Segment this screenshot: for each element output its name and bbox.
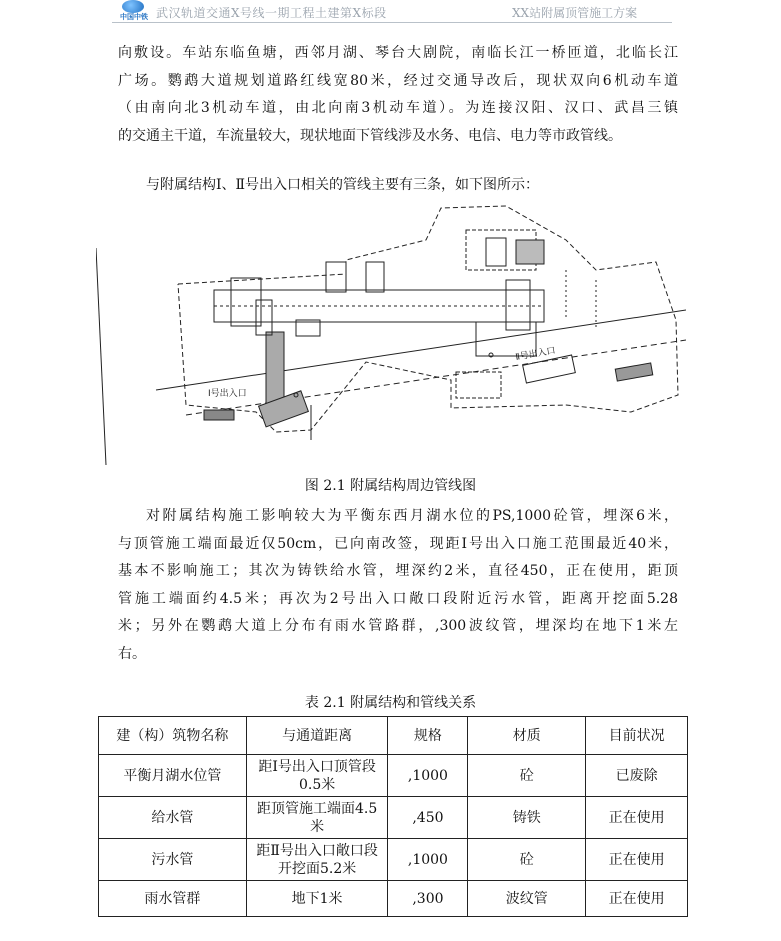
table-cell: 距Ⅱ号出入口敞口段开挖面5.2米: [246, 839, 388, 881]
column-header: 与通道距离: [246, 717, 388, 755]
table-cell: 距顶管施工端面4.5米: [246, 797, 388, 839]
table-cell: 距Ⅰ号出入口顶管段0.5米: [246, 755, 388, 797]
table-cell: 铸铁: [468, 797, 586, 839]
site-boundary: [178, 206, 678, 432]
table-row: [99, 881, 688, 917]
table-cell: ,300: [388, 881, 468, 917]
text-line: 向敷设。车站东临鱼塘，西邻月湖、琴台大剧院，南临长江一桥匝道，北临长江: [118, 45, 678, 61]
company-logo: [114, 0, 154, 22]
pipeline-line-lower: [186, 340, 686, 415]
column-header: 建（构）筑物名称: [99, 717, 247, 755]
table-row: [99, 797, 688, 839]
table-cell: 正在使用: [586, 797, 688, 839]
table-cell: ,1000: [388, 839, 468, 881]
column-header: 材质: [468, 717, 586, 755]
table-cell: 雨水管群: [99, 881, 247, 917]
table-cell: 正在使用: [586, 839, 688, 881]
table-cell: 波纹管: [468, 881, 586, 917]
table-row: [99, 755, 688, 797]
table-cell: 地下1米: [246, 881, 388, 917]
column-header: 规格: [388, 717, 468, 755]
table-cell: 正在使用: [586, 881, 688, 917]
table-row: [99, 839, 688, 881]
table-header-row: [99, 717, 688, 755]
text-line: 米；另外在鹦鹉大道上分布有雨水管路群，,300波纹管，埋深均在地下1米左: [118, 618, 678, 634]
text-line: 基本不影响施工；其次为铸铁给水管，埋深约2米，直径450，正在使用，距顶: [118, 563, 678, 579]
text-line: 与顶管施工端面最近仅50cm，已向南改签，现距Ⅰ号出入口施工范围最近40米，: [118, 535, 678, 552]
table-cell: 给水管: [99, 797, 247, 839]
exit-2-label: Ⅱ号出入口: [514, 346, 557, 363]
exit-1-label: Ⅰ号出入口: [208, 389, 247, 399]
table-cell: ,1000: [388, 755, 468, 797]
pipeline-layout-figure: [96, 200, 686, 470]
column-header: 目前状况: [586, 717, 688, 755]
text-line: （由南向北3机动车道，由北向南3机动车道）。为连接汉阳、汉口、武昌三镇: [118, 100, 678, 116]
figure-drawing: [96, 200, 686, 470]
structure-pipeline-table: [98, 716, 688, 917]
text-line: 广场。鹦鹉大道规划道路红线宽80米，经过交通导改后，现状双向6机动车道: [118, 72, 678, 89]
paragraph-pipeline-intro: [118, 172, 678, 200]
text-line: 管施工端面约4.5米；再次为2号出入口敞口段附近污水管，距离开挖面5.28: [118, 590, 678, 607]
road-edge-line: [96, 248, 106, 465]
table-cell: ,450: [388, 797, 468, 839]
header-doc-title: XX站附属顶管施工方案: [512, 6, 638, 20]
text-line: 与附属结构Ⅰ、Ⅱ号出入口相关的管线主要有三条，如下图所示：: [146, 177, 540, 193]
text-line: 对附属结构施工影响较大为平衡东西月湖水位的PS,1000砼管，埋深6米，: [146, 508, 678, 524]
table-cell: 已废除: [586, 755, 688, 797]
text-line: 右。: [118, 645, 146, 662]
table-cell: 平衡月湖水位管: [99, 755, 247, 797]
header-rule: [112, 22, 672, 23]
table-cell: 砼: [468, 839, 586, 881]
table-title: 表 2.1 附属结构和管线关系: [304, 695, 477, 711]
header-project-title: 武汉轨道交通X号线一期工程土建第X标段: [156, 6, 387, 20]
page-header: [112, 0, 672, 24]
table-cell: 砼: [468, 755, 586, 797]
paragraph-pipeline-impact: [118, 503, 678, 668]
text-line: 的交通主干道，车流量较大，现状地面下管线涉及水务、电信、电力等市政管线。: [118, 127, 622, 144]
figure-caption: 图 2.1 附属结构周边管线图: [304, 478, 477, 494]
paragraph-site-description: [118, 40, 678, 150]
logo-text: 中国中铁: [120, 13, 148, 21]
table-cell: 污水管: [99, 839, 247, 881]
